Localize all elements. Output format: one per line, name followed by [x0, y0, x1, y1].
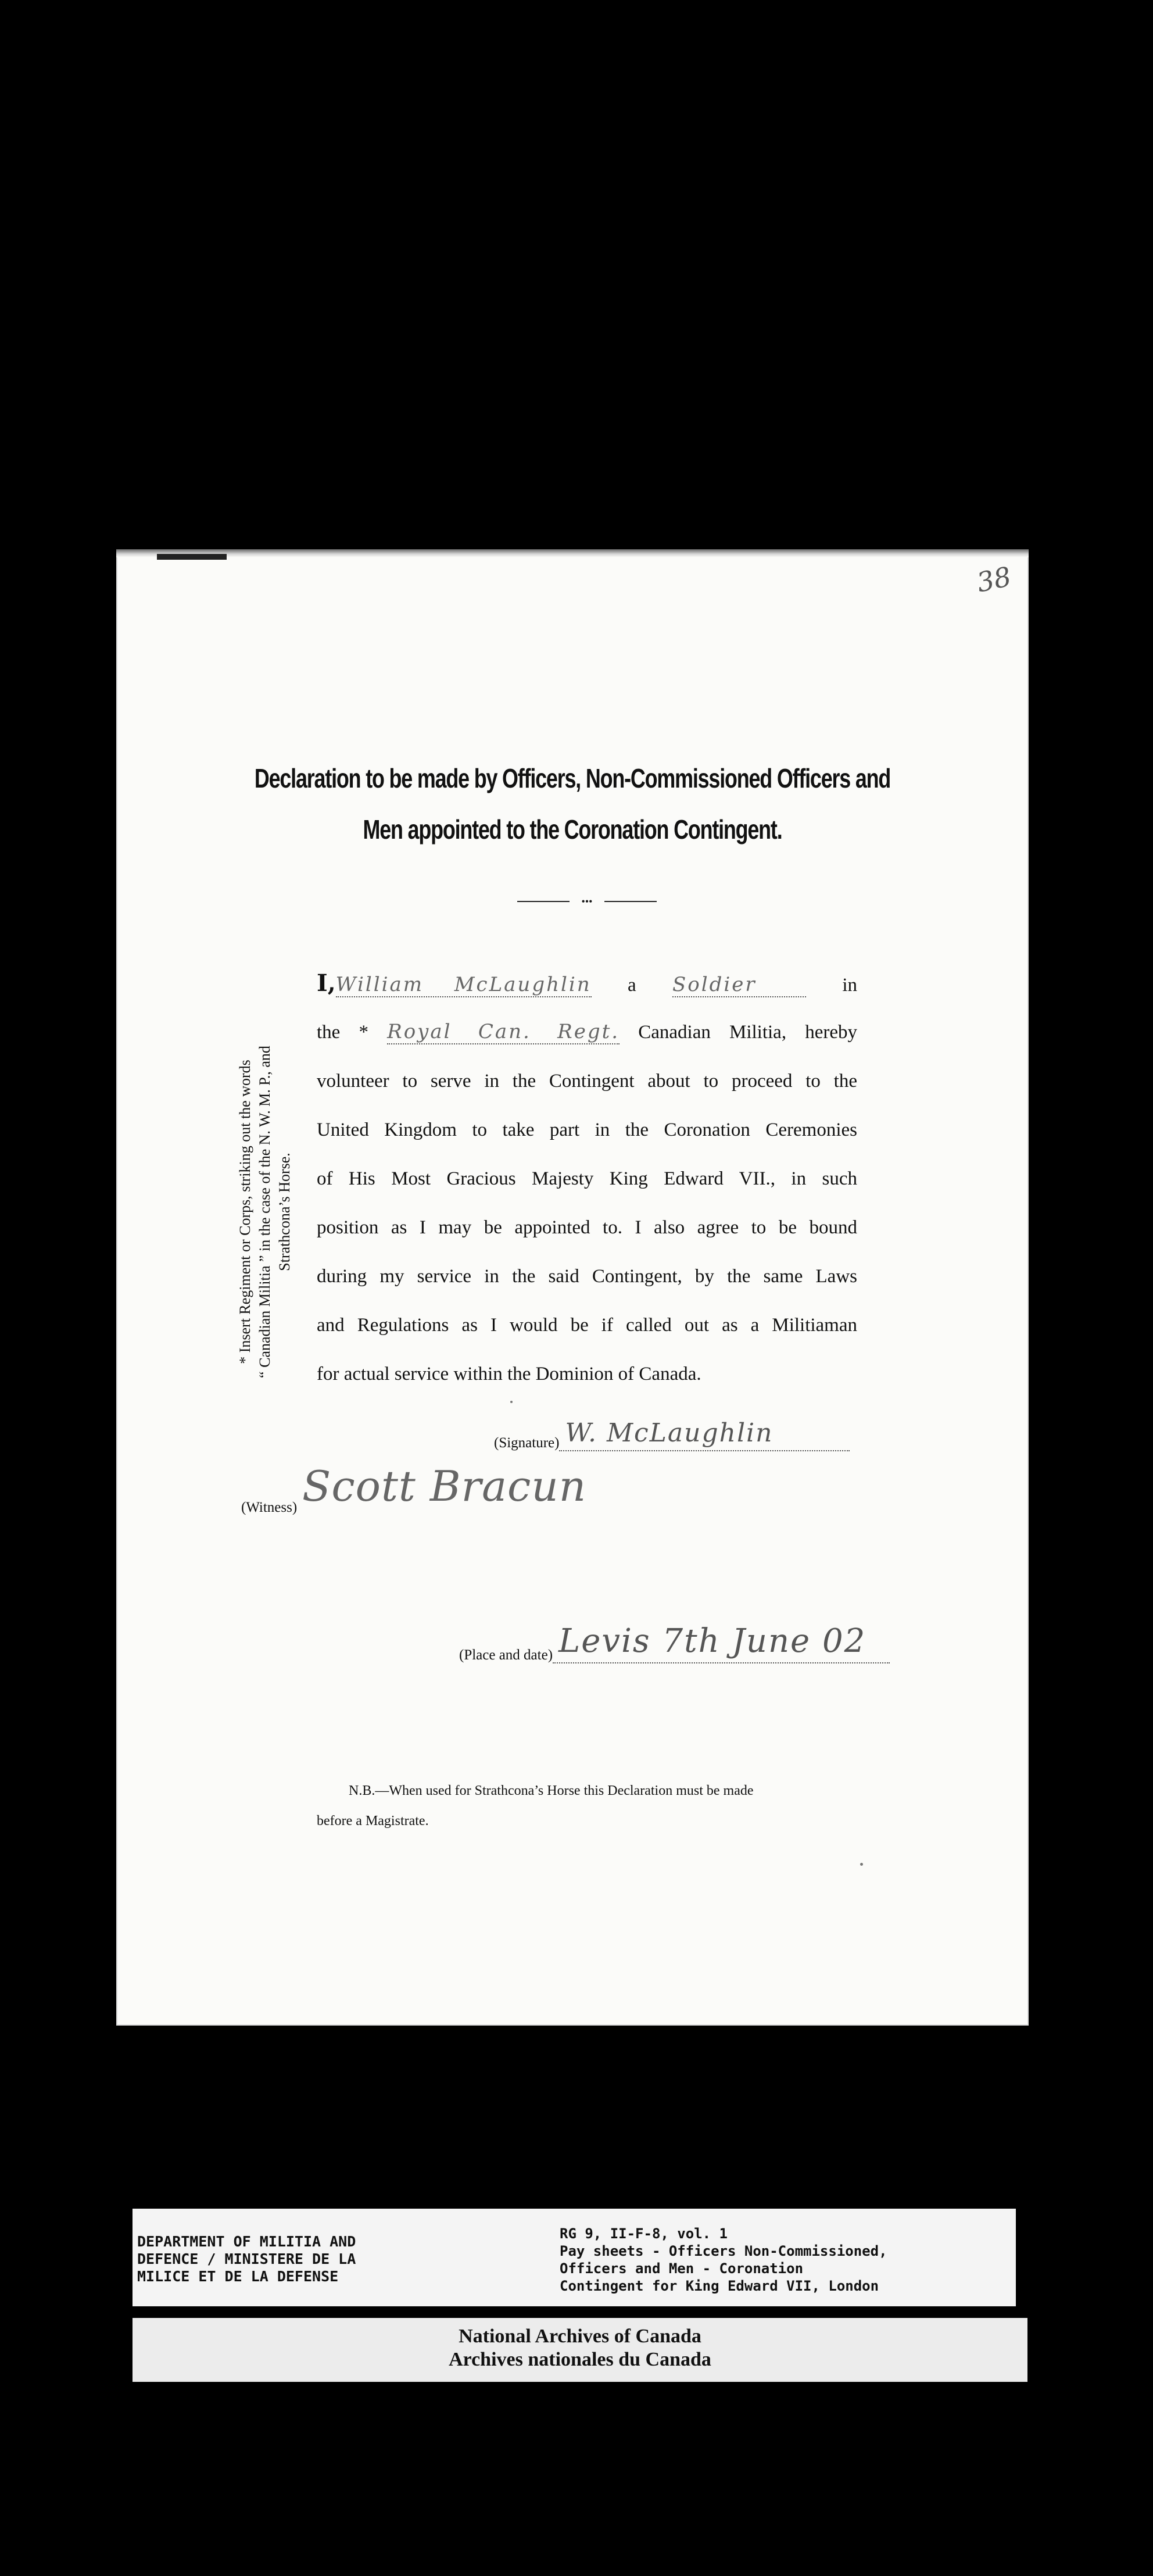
archive-right-line-2: Pay sheets - Officers Non-Commissioned,	[560, 2243, 887, 2259]
nb-line-1: N.B.—When used for Strathcona’s Horse this Declaration must be made	[349, 1783, 754, 1798]
body-line-7: during my service in the said Contingent, by the same Laws	[317, 1266, 857, 1287]
national-archives-label	[133, 2318, 1027, 2382]
witness-label: (Witness)	[241, 1500, 298, 1515]
body-line-6: position as I may be appointed to. I also agree to be bound	[317, 1217, 857, 1238]
body-line-3: volunteer to serve in the Contingent about to proceed to the	[317, 1071, 857, 1092]
title-line-2: Men appointed to the Coronation Contingent.	[363, 814, 782, 845]
document-page	[116, 549, 1029, 2026]
side-note-line-3: Strathcona’s Horse.	[276, 1153, 293, 1271]
body-line-2	[317, 1008, 857, 1057]
binding-mark	[157, 554, 227, 560]
paper-speck	[860, 1863, 863, 1866]
signature-row	[494, 1415, 850, 1451]
nac-line-1: National Archives of Canada	[459, 2325, 701, 2347]
side-note-line-2: “ Canadian Militia ” in the case of the N. W. M. P., and	[256, 1046, 273, 1378]
title-line-1: Declaration to be made by Officers, Non-Commissioned Officers and	[254, 763, 891, 793]
word-the: the *	[317, 1022, 368, 1043]
archive-right-line-3: Officers and Men - Coronation	[560, 2260, 804, 2277]
ornament-line-right	[604, 901, 657, 902]
page-number: 38	[974, 560, 1014, 599]
signature-line	[559, 1415, 850, 1451]
ornament-center: •••	[581, 896, 593, 907]
after-regiment: Canadian Militia, hereby	[638, 1022, 857, 1043]
ornament-line-left	[517, 901, 570, 902]
title-ornament	[517, 896, 657, 907]
archive-reference-label	[133, 2209, 1016, 2306]
body-line-4: United Kingdom to take part in the Coronation Ceremonies	[317, 1119, 857, 1140]
regiment-field: Royal Can. Regt.	[387, 1020, 620, 1043]
place-date-row	[459, 1622, 890, 1663]
nb-line-2: before a Magistrate.	[317, 1813, 429, 1829]
document-title	[217, 753, 929, 855]
signature-handwriting: W. McLaughlin	[565, 1418, 774, 1448]
archive-left-line-2: DEFENCE / MINISTERE DE LA	[137, 2251, 356, 2267]
word-a: a	[627, 975, 636, 996]
body-line-1	[317, 959, 857, 1008]
side-note-line-1: * Insert Regiment or Corps, striking out the words	[237, 1060, 253, 1364]
place-date-line	[553, 1622, 890, 1663]
archive-department	[137, 2233, 439, 2285]
body-line-8: and Regulations as I would be if called out as a Militiaman	[317, 1315, 857, 1336]
archive-right-line-4: Contingent for King Edward VII, London	[560, 2278, 879, 2294]
rank-field: Soldier	[672, 973, 806, 997]
place-date-label: (Place and date)	[459, 1647, 553, 1663]
body-line-5: of His Most Gracious Majesty King Edward VII., in such	[317, 1168, 857, 1189]
dropcap: I,	[317, 969, 336, 997]
page-edge	[116, 549, 1029, 557]
word-in: in	[842, 975, 857, 996]
nb-note	[317, 1776, 860, 1836]
name-field: William McLaughlin	[335, 973, 592, 996]
declaration-body	[317, 959, 857, 1398]
archive-left-line-3: MILICE ET DE LA DEFENSE	[137, 2268, 339, 2285]
paper-speck	[510, 1401, 513, 1403]
witness-handwriting: Scott Bracun	[302, 1462, 587, 1511]
archive-reference	[560, 2225, 1013, 2295]
place-date-handwriting: Levis 7th June 02	[558, 1622, 866, 1660]
side-note	[235, 1003, 295, 1421]
archive-right-line-1: RG 9, II-F-8, vol. 1	[560, 2226, 728, 2242]
body-line-9: for actual service within the Dominion of Canada.	[317, 1364, 701, 1384]
witness-row	[241, 1500, 297, 1516]
archive-left-line-1: DEPARTMENT OF MILITIA AND	[137, 2233, 356, 2250]
signature-label: (Signature)	[494, 1435, 560, 1451]
nac-line-2: Archives nationales du Canada	[449, 2349, 711, 2370]
